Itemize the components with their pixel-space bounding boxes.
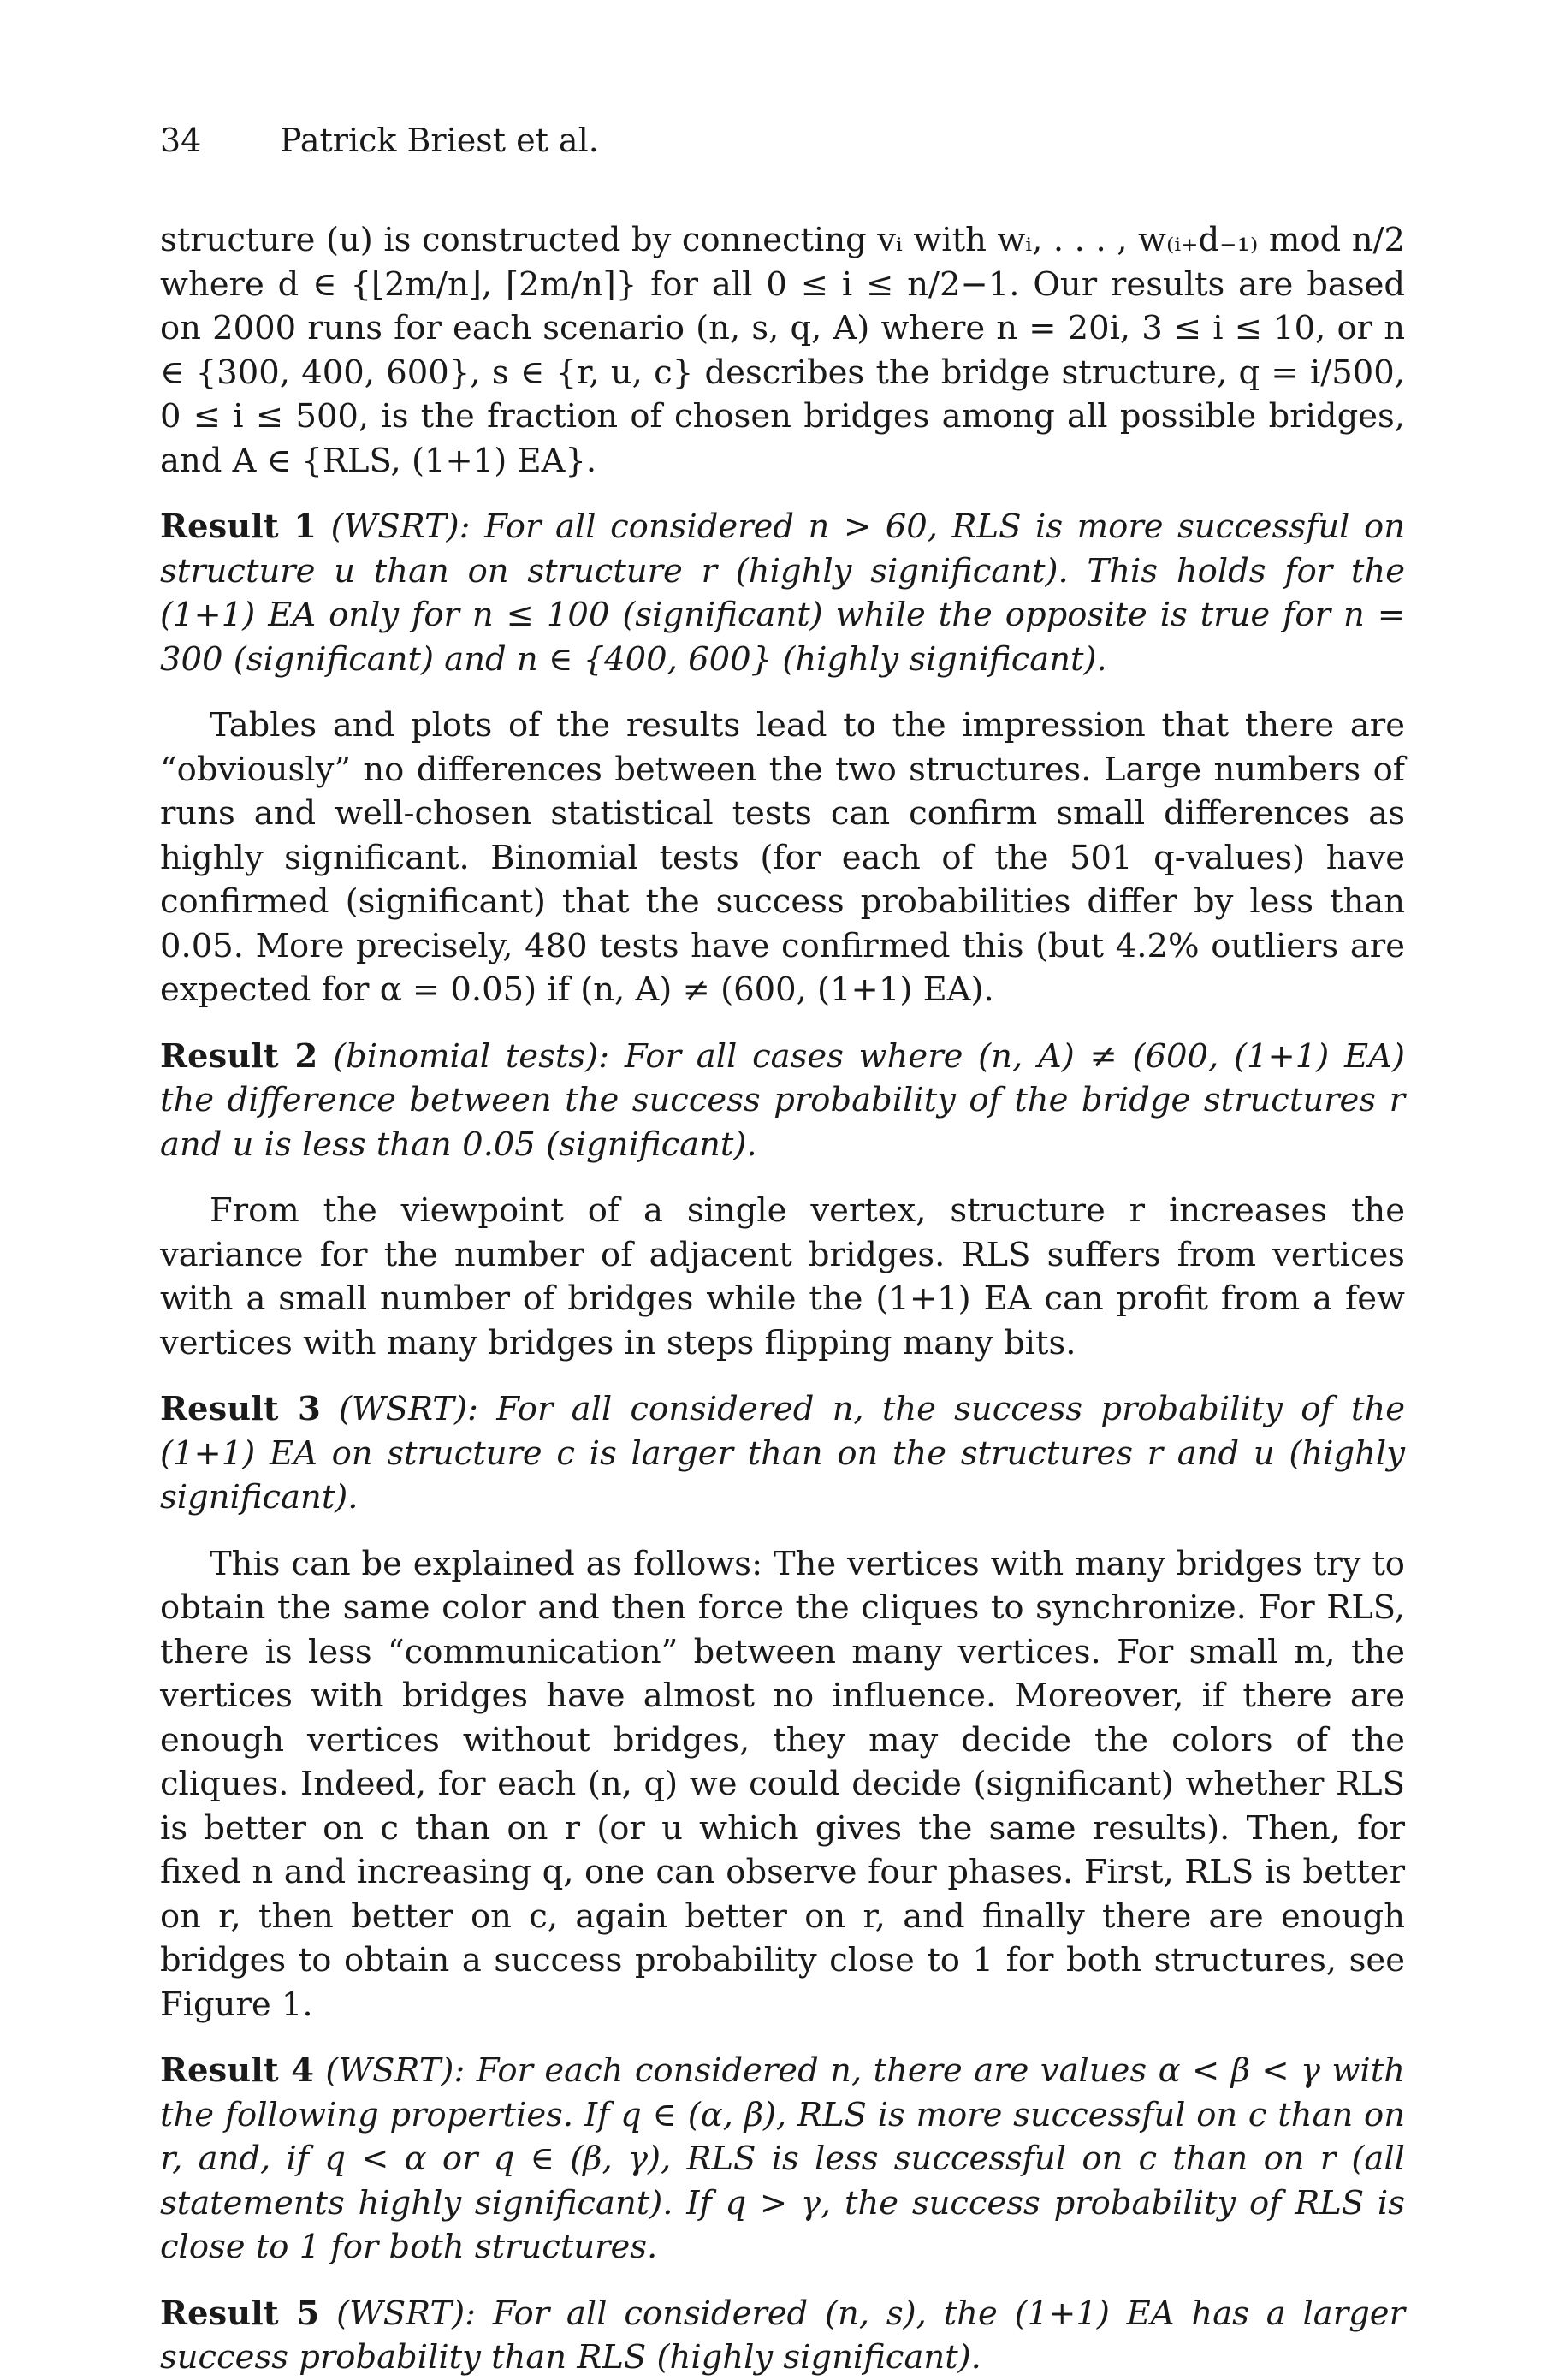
result-1 — [160, 505, 1405, 681]
result-3 — [160, 1387, 1405, 1520]
result-4 — [160, 2049, 1405, 2270]
running-header — [160, 122, 599, 159]
result-body: (WSRT): For all considered n, the success probability of the (1+1) EA on structure c is larger than on the structures r and u (highly significant). — [160, 1390, 1405, 1516]
page-number: 34 — [160, 122, 202, 159]
paragraph-tables-plots: Tables and plots of the results lead to the impression that there are “obviously” no differences between the two structures. Large numbers of runs and well-chosen statistical tests can confirm small differences as highly significant. Binomial tests (for each of the 501 q-values) have confirmed (significant) that the success probabilities differ by less than 0.05. More precisely, 480 tests have confirmed this (but 4.2% outliers are expected for α = 0.05) if (n, A) ≠ (600, (1+1) EA). — [160, 706, 1405, 1009]
result-label: Result 5 — [160, 2294, 320, 2333]
paragraph-explanation: This can be explained as follows: The vertices with many bridges try to obtain the same color and then force the cliques to synchronize. For RLS, there is less “communication” between many vertices. For small m, the vertices with bridges have almost no influence. Moreover, if there are enough vertices without bridges, they may decide the colors of the cliques. Indeed, for each (n, q) we could decide (significant) whether RLS is better on c than on r (or u which gives the same results). Then, for fixed n and increasing q, one can observe four phases. First, RLS is better on r, then better on c, again better on r, and finally there are enough bridges to obtain a success probability close to 1 for both structures, see Figure 1. — [160, 1544, 1405, 2024]
result-2 — [160, 1035, 1405, 1167]
result-body: (WSRT): For all considered (n, s), the (1+1) EA has a larger success probability than RLS (highly significant). — [160, 2294, 1405, 2377]
result-body: (binomial tests): For all cases where (n, A) ≠ (600, (1+1) EA) the difference between the success probability of the bridge structures r and u is less than 0.05 (significant). — [160, 1036, 1405, 1164]
result-label: Result 1 — [160, 507, 317, 546]
result-5 — [160, 2292, 1405, 2380]
result-label: Result 2 — [160, 1036, 318, 1076]
main-text — [160, 218, 1405, 2380]
result-label: Result 4 — [160, 2051, 314, 2090]
result-label: Result 3 — [160, 1390, 321, 1428]
paragraph-single-vertex: From the viewpoint of a single vertex, structure r increases the variance for the number of adjacent bridges. RLS suffers from vertices with a small number of bridges while the (1+1) EA can profit from a few vertices with many bridges in steps flipping many bits. — [160, 1191, 1405, 1362]
running-title: Patrick Briest et al. — [280, 122, 599, 159]
result-body: (WSRT): For each considered n, there are values α < β < γ with the following properties. If q ∈ (α, β), RLS is more successful on c than on r, and, if q < α or q ∈ (β, γ), RLS is less successful on c than on r (all statements highly significant). If q > γ, the success probability of RLS is close to 1 for both structures. — [160, 2051, 1406, 2266]
result-body: (WSRT): For all considered n > 60, RLS is more successful on structure u than on structure r (highly significant). This holds for the (1+1) EA only for n ≤ 100 (significant) while the opposite is true for n = 300 (significant) and n ∈ {400, 600} (highly significant). — [160, 507, 1405, 679]
paragraph-structure-u: structure (u) is constructed by connecting vᵢ with wᵢ, . . . , w₍ᵢ₊d₋₁₎ mod n/2 where d ∈ {⌊2m/n⌋, ⌈2m/n⌉} for all 0 ≤ i ≤ n/2−1. Our results are based on 2000 runs for each scenario (n, s, q, A) where n = 20i, 3 ≤ i ≤ 10, or n ∈ {300, 400, 600}, s ∈ {r, u, c} describes the bridge structure, q = i/500, 0 ≤ i ≤ 500, is the fraction of chosen bridges among all possible bridges, and A ∈ {RLS, (1+1) EA}. — [160, 221, 1405, 480]
